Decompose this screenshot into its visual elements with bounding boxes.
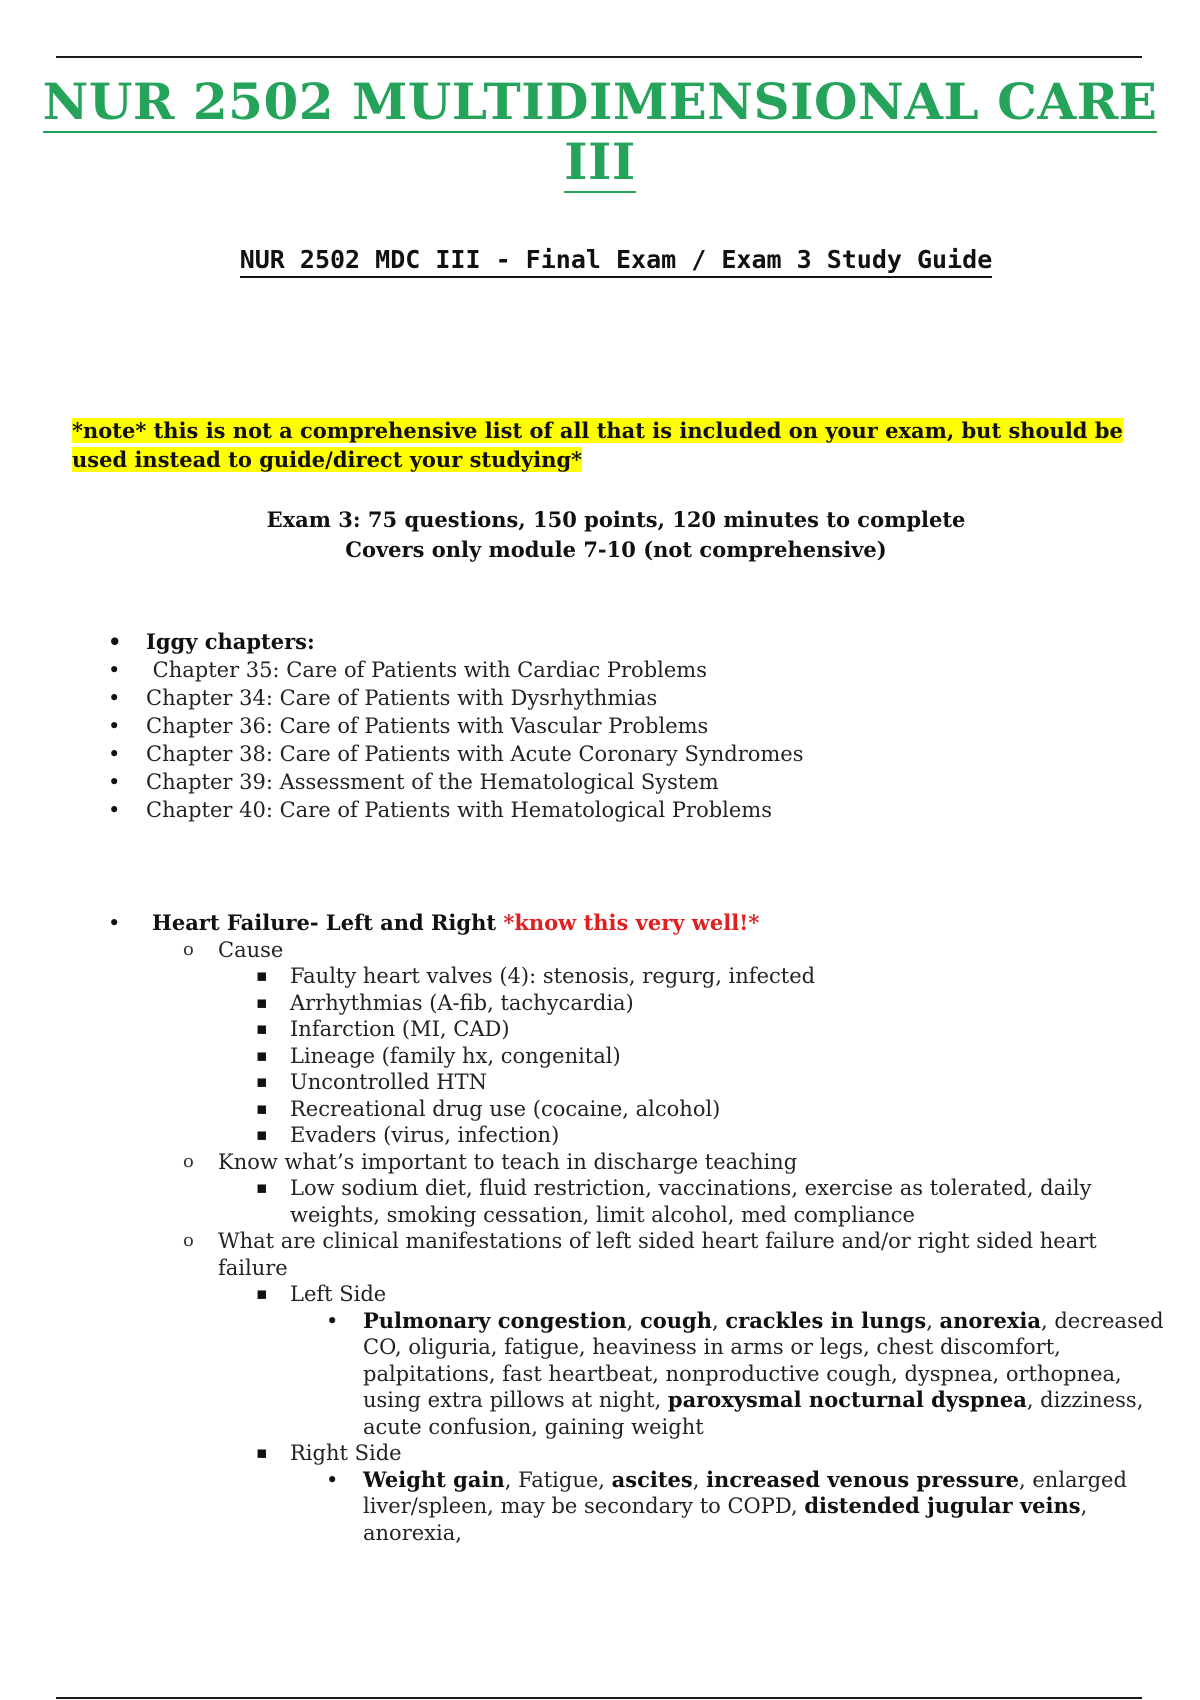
chapter-item: • Chapter 36: Care of Patients with Vascular Problems (108, 712, 1108, 740)
exam-info-line-1: Exam 3: 75 questions, 150 points, 120 minutes to complete (266, 507, 966, 532)
left-side-label: ▪ Left Side (108, 1281, 1168, 1308)
heart-failure-heading (108, 910, 1168, 937)
chapter-item: • Chapter 38: Care of Patients with Acute Coronary Syndromes (108, 740, 1108, 768)
teaching-item: ▪ Low sodium diet, fluid restriction, vaccinations, exercise as tolerated, daily weights, smoking cessation, limit alcohol, med compliance (108, 1175, 1168, 1228)
left-text-1: , decreased CO, oliguria, fatigue, heaviness in arms or legs, chest discomfort, palpitations, fast heartbeat, nonproductive cough, dyspnea, orthopnea, using extra pillows at night, (363, 1308, 1164, 1412)
top-rule (56, 56, 1142, 58)
left-bold-1: Pulmonary congestion (363, 1307, 627, 1333)
heart-failure-emphasis: *know this very well!* (503, 910, 760, 935)
right-text-3: , anorexia, (363, 1494, 1088, 1545)
left-sep-3: , (926, 1308, 940, 1333)
document-subtitle (0, 244, 1200, 276)
cause-item: ▪ Arrhythmias (A-fib, tachycardia) (108, 990, 1168, 1017)
left-side-manifestations (108, 1308, 1168, 1441)
exam-info (0, 505, 1200, 565)
right-bold-4: distended jugular veins (804, 1493, 1081, 1518)
teaching-label: o Know what’s important to teach in discharge teaching (108, 1149, 1168, 1176)
document-title-text: NUR 2502 MULTIDIMENSIONAL CARE III (42, 72, 1158, 191)
chapter-list-heading: • Iggy chapters: (108, 628, 1108, 656)
document-title (0, 72, 1200, 192)
exam-info-line-2: Covers only module 7-10 (not comprehensive) (345, 537, 887, 562)
cause-item: ▪ Evaders (virus, infection) (108, 1122, 1168, 1149)
right-side-label: ▪ Right Side (108, 1440, 1168, 1467)
chapter-item: • Chapter 40: Care of Patients with Hematological Problems (108, 796, 1108, 824)
left-bold-4: anorexia (939, 1307, 1041, 1333)
left-sep-1: , (626, 1308, 640, 1333)
left-sep-2: , (711, 1308, 726, 1333)
cause-label: o Cause (108, 937, 1168, 964)
cause-item: ▪ Faulty heart valves (4): stenosis, regurg, infected (108, 963, 1168, 990)
cause-item: ▪ Recreational drug use (cocaine, alcohol) (108, 1096, 1168, 1123)
heart-failure-title-text: Heart Failure- Left and Right (152, 910, 504, 935)
highlighted-note (72, 416, 1132, 474)
cause-item: ▪ Infarction (MI, CAD) (108, 1016, 1168, 1043)
bottom-rule (56, 1697, 1142, 1699)
heart-failure-section (108, 910, 1168, 1546)
left-bold-3: crackles in lungs (725, 1307, 927, 1333)
right-bold-3: increased venous pressure (706, 1466, 1020, 1492)
manifestations-label: o What are clinical manifestations of left sided heart failure and/or right sided heart failure (108, 1228, 1168, 1281)
document-subtitle-text: NUR 2502 MDC III - Final Exam / Exam 3 Study Guide (240, 245, 993, 278)
chapter-item: • Chapter 39: Assessment of the Hematological System (108, 768, 1108, 796)
chapter-item: • Chapter 34: Care of Patients with Dysrhythmias (108, 684, 1108, 712)
chapter-item: • Chapter 35: Care of Patients with Cardiac Problems (108, 656, 1108, 684)
right-bold-1: Weight gain (363, 1466, 505, 1492)
highlighted-note-text: *note* this is not a comprehensive list of all that is included on your exam, but should be used instead to guide/direct your studying* (72, 418, 1123, 472)
right-text-1: , Fatigue, (504, 1467, 612, 1492)
right-bold-2: ascites (611, 1466, 693, 1492)
left-text-2: , dizziness, acute confusion, gaining weight (363, 1388, 1144, 1439)
heart-failure-title (152, 910, 759, 935)
left-bold-5: paroxysmal nocturnal dyspnea (667, 1387, 1027, 1412)
right-text-2: , enlarged liver/spleen, may be secondary to COPD, (363, 1467, 1127, 1518)
left-bold-2: cough (639, 1307, 712, 1333)
cause-item: ▪ Lineage (family hx, congenital) (108, 1043, 1168, 1070)
cause-item: ▪ Uncontrolled HTN (108, 1069, 1168, 1096)
right-sep-2: , (692, 1467, 707, 1492)
chapter-list (108, 628, 1108, 824)
right-side-manifestations (108, 1467, 1168, 1547)
